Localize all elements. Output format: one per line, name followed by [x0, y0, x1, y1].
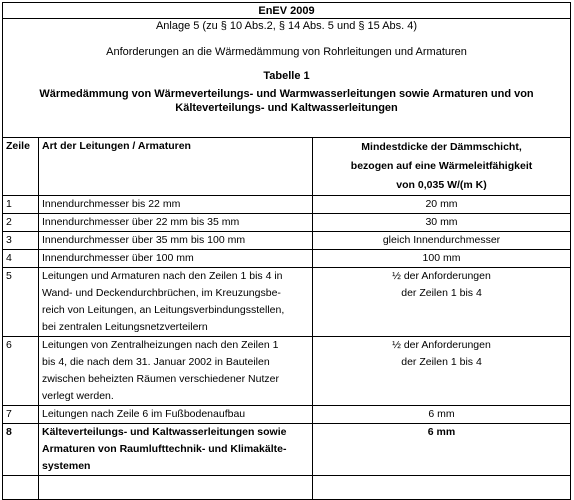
document — [2, 2, 570, 500]
table-row — [3, 214, 571, 232]
row-number: 5 — [3, 268, 39, 337]
table-body — [3, 196, 571, 476]
row-description-line: verlegt werden. — [42, 390, 114, 402]
row-description-line: Leitungen und Armaturen nach den Zeilen 1 bis 4 in — [42, 270, 283, 282]
row-description-line: zwischen beheizten Räumen verschiedener Nutzer — [42, 373, 279, 385]
column-header-dicke — [313, 138, 571, 196]
row-thickness-line: ½ der Anforderungen — [392, 339, 491, 351]
row-description-line: systemen — [42, 460, 91, 472]
row-thickness-line: ½ der Anforderungen — [392, 270, 491, 282]
row-number: 8 — [3, 424, 39, 476]
row-thickness-line: 30 mm — [425, 216, 458, 228]
annex-reference: Anlage 5 (zu § 10 Abs.2, § 14 Abs. 5 und § 15 Abs. 4) — [3, 18, 570, 33]
table-row — [3, 268, 571, 337]
row-description — [39, 337, 313, 406]
row-thickness — [313, 268, 571, 337]
row-thickness — [313, 232, 571, 250]
column-header-art: Art der Leitungen / Armaturen — [39, 138, 313, 196]
row-description-line: Wand- und Deckendurchbrüchen, im Kreuzungsbe- — [42, 287, 281, 299]
table-row — [3, 250, 571, 268]
row-description-line: Innendurchmesser über 35 mm bis 100 mm — [42, 234, 246, 246]
row-description-line: Kälteverteilungs- und Kaltwasserleitungen sowie — [42, 426, 287, 438]
row-number: 2 — [3, 214, 39, 232]
row-description-line: bei zentralen Leitungsnetzverteilern — [42, 321, 208, 333]
column-header-row — [3, 138, 571, 196]
table-heading: Wärmedämmung von Wärmeverteilungs- und Warmwasserleitungen sowie Armaturen und von Kälteverteilungs- und Kaltwasserleitungen — [39, 88, 534, 114]
row-description-line: bis 4, die nach dem 31. Januar 2002 in Bauteilen — [42, 356, 270, 368]
row-thickness-line: 6 mm — [427, 426, 456, 438]
row-thickness — [313, 337, 571, 406]
blank-row — [3, 476, 571, 500]
row-number: 4 — [3, 250, 39, 268]
row-description — [39, 214, 313, 232]
row-thickness — [313, 424, 571, 476]
row-description-line: Armaturen von Raumlufttechnik- und Klimakälte- — [42, 443, 287, 455]
row-thickness-line: 100 mm — [422, 252, 461, 264]
table-row — [3, 196, 571, 214]
row-thickness-line: gleich Innendurchmesser — [382, 234, 501, 246]
row-description-line: Leitungen nach Zeile 6 im Fußbodenaufbau — [42, 408, 246, 420]
row-description-line: reich von Leitungen, an Leitungsverbindungsstellen, — [42, 304, 285, 316]
row-thickness-line: der Zeilen 1 bis 4 — [401, 287, 482, 299]
row-number: 7 — [3, 406, 39, 424]
document-title: EnEV 2009 — [258, 5, 315, 17]
row-description-line: Leitungen von Zentralheizungen nach den Zeilen 1 — [42, 339, 279, 351]
column-header-dicke-line1: Mindestdicke der Dämmschicht, — [361, 141, 522, 153]
row-description — [39, 250, 313, 268]
row-thickness — [313, 214, 571, 232]
table-row — [3, 424, 571, 476]
row-number: 1 — [3, 196, 39, 214]
row-description — [39, 406, 313, 424]
table-label: Tabelle 1 — [263, 70, 310, 82]
row-thickness-line: 20 mm — [425, 198, 458, 210]
row-thickness-line: der Zeilen 1 bis 4 — [401, 356, 482, 368]
row-thickness — [313, 406, 571, 424]
row-thickness — [313, 250, 571, 268]
row-description — [39, 268, 313, 337]
row-description-line: Innendurchmesser über 22 mm bis 35 mm — [42, 216, 240, 228]
table-row — [3, 232, 571, 250]
column-header-zeile: Zeile — [3, 138, 39, 196]
requirements-line: Anforderungen an die Wärmedämmung von Rohrleitungen und Armaturen — [106, 46, 467, 58]
row-description — [39, 424, 313, 476]
row-thickness — [313, 196, 571, 214]
row-number: 3 — [3, 232, 39, 250]
row-number: 6 — [3, 337, 39, 406]
column-header-dicke-line2: bezogen auf eine Wärmeleitfähigkeit — [350, 160, 533, 172]
row-thickness-line: 6 mm — [428, 408, 455, 420]
table-row — [3, 406, 571, 424]
header-block — [3, 33, 570, 137]
row-description-line: Innendurchmesser über 100 mm — [42, 252, 194, 264]
table-row — [3, 337, 571, 406]
header-cell — [3, 3, 571, 138]
row-description — [39, 196, 313, 214]
row-description-line: Innendurchmesser bis 22 mm — [42, 198, 181, 210]
row-description — [39, 232, 313, 250]
column-header-dicke-line3: von 0,035 W/(m K) — [396, 179, 487, 191]
insulation-table — [2, 2, 571, 500]
